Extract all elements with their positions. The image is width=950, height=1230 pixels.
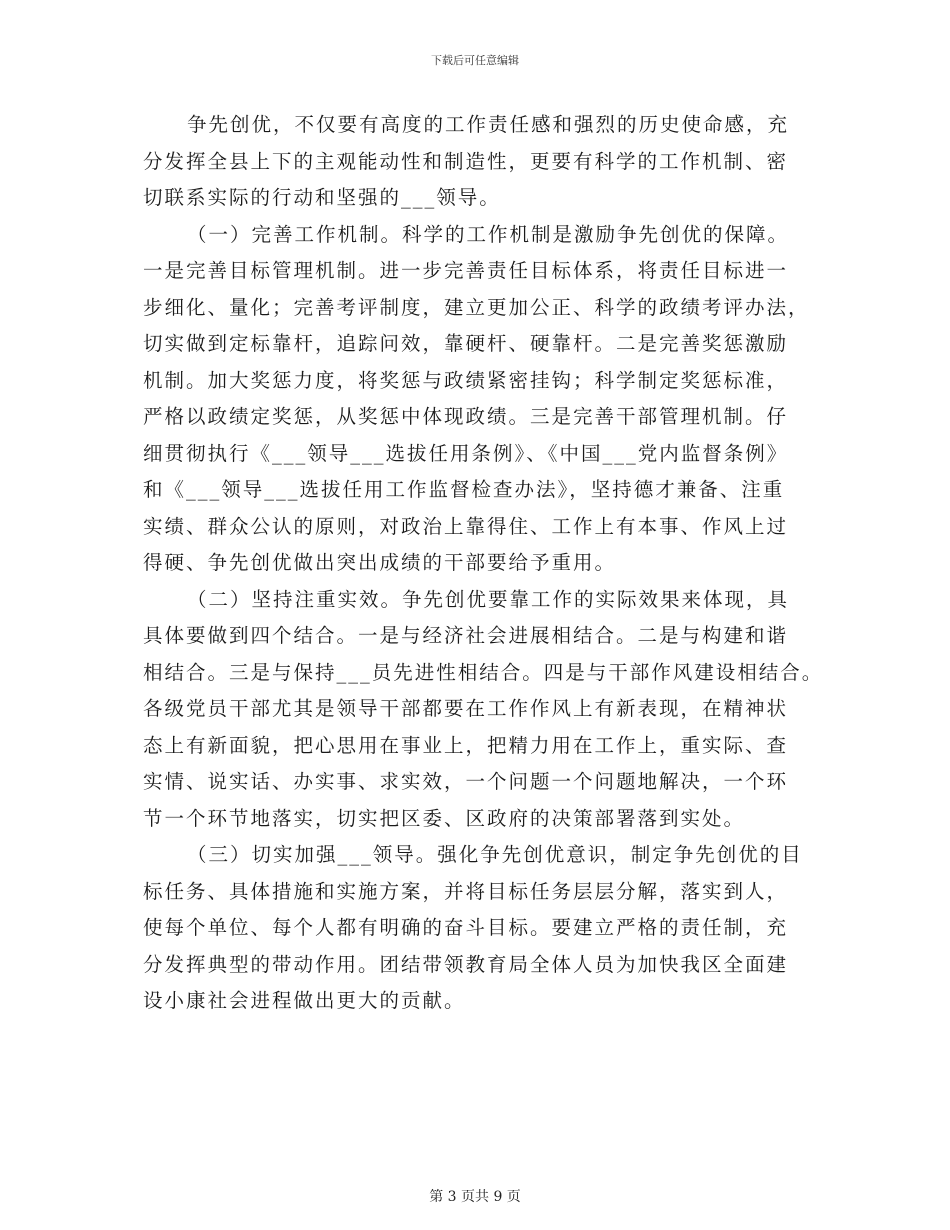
text-line: 严格以政绩定奖惩，从奖惩中体现政绩。三是完善干部管理机制。仔 bbox=[143, 405, 789, 428]
text-line: 机制。加大奖惩力度，将奖惩与政绩紧密挂钩；科学制定奖惩标准， bbox=[143, 368, 789, 392]
document-body bbox=[143, 107, 823, 1020]
text-line: 细贯彻执行《___领导___选拔任用条例》、《中国___党内监督条例》 bbox=[143, 441, 789, 465]
page-number: 第 3 页共 9 页 bbox=[429, 1189, 521, 1205]
section-heading-line: （二）坚持注重实效。争先创优要靠工作的实际效果来体现，具 bbox=[187, 587, 790, 611]
text-line: 相结合。三是与保持___员先进性相结合。四是与干部作风建设相结合。 bbox=[143, 660, 824, 684]
text-line: 和《___领导___选拔任用工作监督检查办法》，坚持德才兼备、注重 bbox=[143, 478, 785, 501]
text-line: 争先创优，不仅要有高度的工作责任感和强烈的历史使命感，充 bbox=[187, 113, 790, 136]
text-line: 实情、说实话、办实事、求实效，一个问题一个问题地解决，一个环 bbox=[143, 770, 789, 793]
text-line: 态上有新面貌，把心思用在事业上，把精力用在工作上，重实际、查 bbox=[143, 733, 789, 757]
text-line: 切实做到定标靠杆，追踪问效，靠硬杆、硬靠杆。二是完善奖惩激励 bbox=[143, 332, 789, 355]
text-line: 各级党员干部尤其是领导干部都要在工作作风上有新表现，在精神状 bbox=[143, 697, 789, 720]
text-line: 得硬、争先创优做出突出成绩的干部要给予重用。 bbox=[143, 551, 617, 574]
header-note: 下载后可任意编辑 bbox=[431, 54, 519, 67]
text-line: 分发挥典型的带动作用。团结带领教育局全体人员为加快我区全面建 bbox=[143, 952, 789, 976]
text-line: 一是完善目标管理机制。进一步完善责任目标体系，将责任目标进一 bbox=[143, 259, 789, 282]
text-line: 步细化、量化；完善考评制度，建立更加公正、科学的政绩考评办法， bbox=[143, 295, 810, 319]
section-heading-line: （一）完善工作机制。科学的工作机制是激励争先创优的保障。 bbox=[187, 222, 790, 246]
text-line: 标任务、具体措施和实施方案，并将目标任务层层分解，落实到人， bbox=[143, 879, 789, 903]
text-line: 分发挥全县上下的主观能动性和制造性，更要有科学的工作机制、密 bbox=[143, 149, 789, 173]
text-line: 使每个单位、每个人都有明确的奋斗目标。要建立严格的责任制，充 bbox=[143, 916, 789, 939]
section-heading-line: （三）切实加强___领导。强化争先创优意识，制定争先创优的目 bbox=[187, 843, 803, 866]
text-line: 具体要做到四个结合。一是与经济社会进展相结合。二是与构建和谐 bbox=[143, 624, 789, 647]
text-line: 实绩、群众公认的原则，对政治上靠得住、工作上有本事、作风上过 bbox=[143, 514, 789, 538]
text-line: 切联系实际的行动和坚强的___领导。 bbox=[143, 186, 501, 209]
text-line: 节一个环节地落实，切实把区委、区政府的决策部署落到实处。 bbox=[143, 806, 746, 830]
text-line: 设小康社会进程做出更大的贡献。 bbox=[143, 989, 466, 1012]
